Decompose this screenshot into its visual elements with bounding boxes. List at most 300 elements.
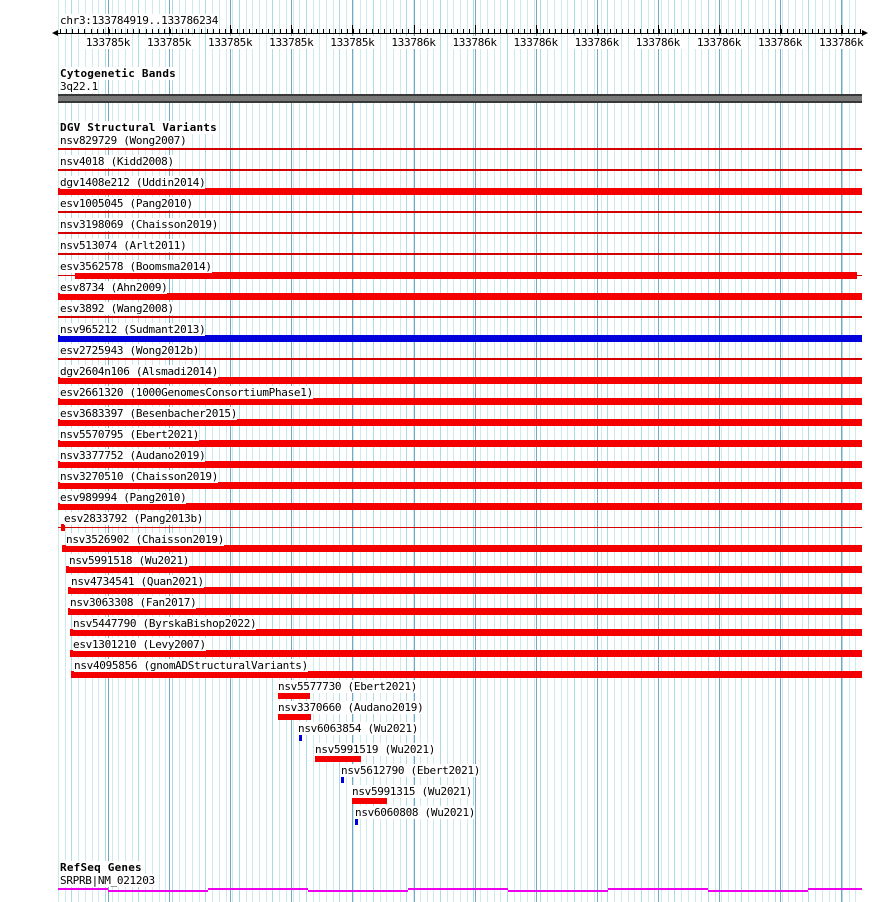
variant-label[interactable]: esv2725943 (Wong2012b) bbox=[60, 344, 200, 357]
grid-line-light bbox=[252, 0, 253, 902]
ruler-minor-tick bbox=[720, 29, 721, 34]
gene-model-segment[interactable] bbox=[508, 890, 608, 892]
ruler-minor-tick bbox=[555, 29, 556, 34]
ruler-minor-tick bbox=[133, 29, 134, 34]
grid-line-light bbox=[212, 0, 213, 902]
ruler-minor-tick bbox=[592, 29, 593, 34]
ruler-minor-tick bbox=[396, 29, 397, 34]
variant-label[interactable]: esv989994 (Pang2010) bbox=[60, 491, 187, 504]
grid-line-light bbox=[319, 0, 320, 902]
ruler-minor-tick bbox=[298, 29, 299, 34]
ruler-minor-tick bbox=[84, 29, 85, 34]
ruler-minor-tick bbox=[610, 29, 611, 34]
grid-line-light bbox=[527, 0, 528, 902]
ruler-minor-tick bbox=[127, 29, 128, 34]
grid-line-light bbox=[226, 0, 227, 902]
grid-line-light bbox=[480, 0, 481, 902]
variant-label[interactable]: nsv5570795 (Ebert2021) bbox=[60, 428, 200, 441]
ruler-tick-label: 133785k bbox=[269, 36, 314, 49]
ruler-minor-tick bbox=[445, 29, 446, 34]
ruler-minor-tick bbox=[482, 29, 483, 34]
ruler-minor-tick bbox=[207, 29, 208, 34]
variant-label[interactable]: nsv3063308 (Fan2017) bbox=[70, 596, 197, 609]
gene-model-segment[interactable] bbox=[108, 890, 208, 892]
variant-label[interactable]: nsv5991519 (Wu2021) bbox=[315, 743, 436, 756]
ruler-minor-tick bbox=[683, 29, 684, 34]
grid-line-light bbox=[708, 0, 709, 902]
ruler-minor-tick bbox=[836, 29, 837, 34]
grid-line-light bbox=[668, 0, 669, 902]
grid-line-light bbox=[286, 0, 287, 902]
ruler-minor-tick bbox=[402, 29, 403, 34]
ruler-minor-tick bbox=[647, 29, 648, 34]
grid-line-light bbox=[272, 0, 273, 902]
grid-line-dark bbox=[291, 0, 292, 902]
ruler-minor-tick bbox=[335, 29, 336, 34]
grid-line-light bbox=[554, 0, 555, 902]
ruler-minor-tick bbox=[292, 29, 293, 34]
grid-line-light bbox=[299, 0, 300, 902]
grid-line-light bbox=[768, 0, 769, 902]
ruler-minor-tick bbox=[439, 29, 440, 34]
ruler-tick-label: 133785k bbox=[85, 36, 131, 49]
ruler-minor-tick bbox=[164, 29, 165, 34]
grid-line-light bbox=[239, 0, 240, 902]
ruler-minor-tick bbox=[463, 29, 464, 34]
grid-line-light bbox=[802, 0, 803, 902]
ruler-major-tick bbox=[841, 25, 842, 34]
ruler-baseline bbox=[58, 33, 862, 34]
ruler-minor-tick bbox=[237, 29, 238, 34]
grid-line-light bbox=[587, 0, 588, 902]
gene-model-segment[interactable] bbox=[408, 888, 508, 890]
grid-line-light bbox=[594, 0, 595, 902]
grid-line-light bbox=[547, 0, 548, 902]
variant-label[interactable]: esv3892 (Wang2008) bbox=[60, 302, 174, 315]
ruler-minor-tick bbox=[622, 29, 623, 34]
grid-line-light bbox=[788, 0, 789, 902]
ruler-minor-tick bbox=[518, 29, 519, 34]
grid-line-light bbox=[674, 0, 675, 902]
ruler-minor-tick bbox=[121, 29, 122, 34]
ruler-minor-tick bbox=[506, 29, 507, 34]
ruler-minor-tick bbox=[256, 29, 257, 34]
ruler-minor-tick bbox=[860, 29, 861, 34]
grid-line-light bbox=[822, 0, 823, 902]
grid-line-light bbox=[661, 0, 662, 902]
grid-line-light bbox=[741, 0, 742, 902]
ruler-minor-tick bbox=[408, 29, 409, 34]
ruler-major-tick bbox=[780, 25, 781, 34]
ruler-minor-tick bbox=[170, 29, 171, 34]
grid-line-light bbox=[775, 0, 776, 902]
variant-label[interactable]: nsv3526902 (Chaisson2019) bbox=[66, 533, 225, 546]
grid-line-light bbox=[266, 0, 267, 902]
ruler-minor-tick bbox=[708, 29, 709, 34]
ruler-minor-tick bbox=[537, 29, 538, 34]
ruler-tick-label: 133786k bbox=[696, 36, 742, 49]
ruler-minor-tick bbox=[274, 29, 275, 34]
ruler-minor-tick bbox=[585, 29, 586, 34]
ruler-major-tick bbox=[230, 25, 231, 34]
variant-label[interactable]: nsv3377752 (Audano2019) bbox=[60, 449, 206, 462]
grid-line-light bbox=[293, 0, 294, 902]
cytoband-label: 3q22.1 bbox=[60, 80, 98, 93]
grid-line-light bbox=[815, 0, 816, 902]
ruler-minor-tick bbox=[738, 29, 739, 34]
grid-line-light bbox=[487, 0, 488, 902]
grid-line-light bbox=[721, 0, 722, 902]
grid-line-light bbox=[835, 0, 836, 902]
ruler-minor-tick bbox=[469, 29, 470, 34]
ruler-minor-tick bbox=[848, 29, 849, 34]
ruler-minor-tick bbox=[805, 29, 806, 34]
variant-label[interactable]: esv3683397 (Besenbacher2015) bbox=[60, 407, 238, 420]
ruler-arrow-left-icon bbox=[52, 30, 58, 36]
grid-line-light bbox=[755, 0, 756, 902]
grid-line-light bbox=[762, 0, 763, 902]
grid-line-light bbox=[581, 0, 582, 902]
grid-line-dark bbox=[841, 0, 842, 902]
ruler-minor-tick bbox=[561, 29, 562, 34]
grid-line-dark bbox=[780, 0, 781, 902]
grid-line-light bbox=[500, 0, 501, 902]
grid-line-light bbox=[748, 0, 749, 902]
grid-line-light bbox=[688, 0, 689, 902]
grid-line-dark bbox=[719, 0, 720, 902]
grid-line-light bbox=[808, 0, 809, 902]
gene-model-segment[interactable] bbox=[808, 888, 862, 890]
ruler-major-tick bbox=[291, 25, 292, 34]
ruler-minor-tick bbox=[378, 29, 379, 34]
ruler-minor-tick bbox=[775, 29, 776, 34]
ruler-minor-tick bbox=[366, 29, 367, 34]
variant-label[interactable]: esv1005045 (Pang2010) bbox=[60, 197, 193, 210]
ruler-minor-tick bbox=[329, 29, 330, 34]
variant-label[interactable]: nsv6060808 (Wu2021) bbox=[355, 806, 476, 819]
ruler-minor-tick bbox=[219, 29, 220, 34]
ruler-minor-tick bbox=[139, 29, 140, 34]
grid-line-light bbox=[715, 0, 716, 902]
ruler-minor-tick bbox=[146, 29, 147, 34]
grid-line-light bbox=[695, 0, 696, 902]
ruler-minor-tick bbox=[158, 29, 159, 34]
ruler-major-tick bbox=[658, 25, 659, 34]
grid-line-dark bbox=[597, 0, 598, 902]
ruler-minor-tick bbox=[213, 29, 214, 34]
refseq-genes-header: RefSeq Genes bbox=[60, 861, 142, 874]
ruler-minor-tick bbox=[286, 29, 287, 34]
variant-label[interactable]: nsv965212 (Sudmant2013) bbox=[60, 323, 206, 336]
ruler-major-tick bbox=[414, 25, 415, 34]
grid-line-light bbox=[855, 0, 856, 902]
grid-line-light bbox=[648, 0, 649, 902]
cytogenetic-bands-header: Cytogenetic Bands bbox=[60, 67, 176, 80]
grid-line-light bbox=[514, 0, 515, 902]
grid-line-light bbox=[333, 0, 334, 902]
variant-label[interactable]: nsv3198069 (Chaisson2019) bbox=[60, 218, 219, 231]
grid-line-light bbox=[326, 0, 327, 902]
variant-label[interactable]: nsv3370660 (Audano2019) bbox=[278, 701, 424, 714]
ruler-minor-tick bbox=[457, 29, 458, 34]
ruler-minor-tick bbox=[549, 29, 550, 34]
ruler-major-tick bbox=[719, 25, 720, 34]
ruler-minor-tick bbox=[769, 29, 770, 34]
grid-line-light bbox=[219, 0, 220, 902]
grid-line-light bbox=[246, 0, 247, 902]
ruler-minor-tick bbox=[78, 29, 79, 34]
ruler-minor-tick bbox=[714, 29, 715, 34]
variant-label[interactable]: nsv5991518 (Wu2021) bbox=[69, 554, 190, 567]
ruler-minor-tick bbox=[420, 29, 421, 34]
ruler-minor-tick bbox=[109, 29, 110, 34]
ruler-minor-tick bbox=[201, 29, 202, 34]
ruler-minor-tick bbox=[317, 29, 318, 34]
ruler-minor-tick bbox=[604, 29, 605, 34]
grid-line-dark bbox=[658, 0, 659, 902]
variant-label[interactable]: nsv4018 (Kidd2008) bbox=[60, 155, 174, 168]
ruler-minor-tick bbox=[579, 29, 580, 34]
variant-label[interactable]: nsv6063854 (Wu2021) bbox=[298, 722, 419, 735]
ruler-minor-tick bbox=[793, 29, 794, 34]
grid-line-light bbox=[782, 0, 783, 902]
ruler-minor-tick bbox=[494, 29, 495, 34]
grid-line-light bbox=[621, 0, 622, 902]
variant-span-line[interactable] bbox=[58, 527, 862, 529]
gene-model-segment[interactable] bbox=[58, 888, 108, 890]
variant-label[interactable]: nsv4734541 (Quan2021) bbox=[71, 575, 204, 588]
ruler-minor-tick bbox=[750, 29, 751, 34]
ruler-minor-tick bbox=[231, 29, 232, 34]
variant-label[interactable]: nsv829729 (Wong2007) bbox=[60, 134, 187, 147]
variant-bar[interactable] bbox=[58, 169, 862, 171]
ruler-minor-tick bbox=[433, 29, 434, 34]
grid-line-light bbox=[681, 0, 682, 902]
ruler-minor-tick bbox=[475, 29, 476, 34]
ruler-major-tick bbox=[352, 25, 353, 34]
gene-model-segment[interactable] bbox=[308, 890, 408, 892]
grid-line-light bbox=[494, 0, 495, 902]
cytoband-bar bbox=[58, 94, 862, 103]
variant-label[interactable]: nsv5447790 (ByrskaBishop2022) bbox=[73, 617, 257, 630]
ruler-minor-tick bbox=[634, 29, 635, 34]
ruler-minor-tick bbox=[677, 29, 678, 34]
variant-label[interactable]: nsv5577730 (Ebert2021) bbox=[278, 680, 418, 693]
variant-bar[interactable] bbox=[58, 211, 862, 213]
ruler-minor-tick bbox=[66, 29, 67, 34]
ruler-minor-tick bbox=[97, 29, 98, 34]
ruler-minor-tick bbox=[695, 29, 696, 34]
region-title: chr3:133784919..133786234 bbox=[60, 14, 219, 27]
ruler-minor-tick bbox=[115, 29, 116, 34]
variant-label[interactable]: nsv3270510 (Chaisson2019) bbox=[60, 470, 219, 483]
grid-line-light bbox=[728, 0, 729, 902]
ruler-minor-tick bbox=[616, 29, 617, 34]
grid-line-light bbox=[520, 0, 521, 902]
grid-line-light bbox=[735, 0, 736, 902]
ruler-minor-tick bbox=[268, 29, 269, 34]
variant-label[interactable]: dgv2604n106 (Alsmadi2014) bbox=[60, 365, 219, 378]
variant-bar[interactable] bbox=[58, 358, 862, 360]
variant-bar[interactable] bbox=[58, 253, 862, 255]
grid-line-light bbox=[205, 0, 206, 902]
ruler-minor-tick bbox=[91, 29, 92, 34]
variant-label[interactable]: nsv513074 (Arlt2011) bbox=[60, 239, 187, 252]
grid-line-light bbox=[540, 0, 541, 902]
variant-label[interactable]: nsv5612790 (Ebert2021) bbox=[341, 764, 481, 777]
ruler-minor-tick bbox=[176, 29, 177, 34]
ruler-minor-tick bbox=[830, 29, 831, 34]
ruler-minor-tick bbox=[818, 29, 819, 34]
ruler-tick-label: 133786k bbox=[452, 36, 497, 49]
ruler-minor-tick bbox=[488, 29, 489, 34]
ruler-minor-tick bbox=[188, 29, 189, 34]
grid-line-light bbox=[701, 0, 702, 902]
ruler-minor-tick bbox=[659, 29, 660, 34]
variant-label[interactable]: dgv1408e212 (Uddin2014) bbox=[60, 176, 206, 189]
ruler-tick-label: 133786k bbox=[574, 36, 619, 49]
variant-label[interactable]: esv1301210 (Levy2007) bbox=[73, 638, 206, 651]
ruler-minor-tick bbox=[323, 29, 324, 34]
variant-bar[interactable] bbox=[58, 232, 862, 234]
variant-label[interactable]: esv2661320 (1000GenomesConsortiumPhase1) bbox=[60, 386, 313, 399]
ruler-minor-tick bbox=[787, 29, 788, 34]
grid-line-light bbox=[654, 0, 655, 902]
ruler-minor-tick bbox=[812, 29, 813, 34]
ruler-minor-tick bbox=[414, 29, 415, 34]
grid-line-light bbox=[829, 0, 830, 902]
variant-label[interactable]: esv8734 (Ahn2009) bbox=[60, 281, 168, 294]
ruler-minor-tick bbox=[757, 29, 758, 34]
ruler-tick-label: 133786k bbox=[635, 36, 681, 49]
grid-line-light bbox=[641, 0, 642, 902]
ruler-minor-tick bbox=[353, 29, 354, 34]
variant-label[interactable]: esv3562578 (Boomsma2014) bbox=[60, 260, 212, 273]
refseq-gene-label[interactable]: SRPRB|NM_021203 bbox=[60, 874, 155, 887]
ruler-minor-tick bbox=[854, 29, 855, 34]
ruler-minor-tick bbox=[103, 29, 104, 34]
grid-line-light bbox=[849, 0, 850, 902]
grid-line-light bbox=[614, 0, 615, 902]
grid-line-light bbox=[601, 0, 602, 902]
ruler-minor-tick bbox=[427, 29, 428, 34]
grid-line-light bbox=[306, 0, 307, 902]
ruler-tick-label: 133786k bbox=[757, 36, 803, 49]
ruler-minor-tick bbox=[347, 29, 348, 34]
ruler-minor-tick bbox=[628, 29, 629, 34]
grid-line-light bbox=[561, 0, 562, 902]
ruler-minor-tick bbox=[384, 29, 385, 34]
ruler-minor-tick bbox=[653, 29, 654, 34]
ruler-minor-tick bbox=[530, 29, 531, 34]
grid-line-dark bbox=[230, 0, 231, 902]
ruler-minor-tick bbox=[598, 29, 599, 34]
grid-line-dark bbox=[536, 0, 537, 902]
ruler-minor-tick bbox=[262, 29, 263, 34]
ruler-major-tick bbox=[536, 25, 537, 34]
ruler-minor-tick bbox=[194, 29, 195, 34]
variant-label[interactable]: nsv5991315 (Wu2021) bbox=[352, 785, 473, 798]
ruler-minor-tick bbox=[842, 29, 843, 34]
gene-model-segment[interactable] bbox=[608, 888, 708, 890]
ruler-minor-tick bbox=[225, 29, 226, 34]
ruler-minor-tick bbox=[702, 29, 703, 34]
variant-bar[interactable] bbox=[58, 148, 862, 150]
ruler-tick-label: 133786k bbox=[391, 36, 436, 49]
ruler-minor-tick bbox=[372, 29, 373, 34]
ruler-minor-tick bbox=[243, 29, 244, 34]
grid-line-light bbox=[232, 0, 233, 902]
ruler-minor-tick bbox=[744, 29, 745, 34]
ruler-minor-tick bbox=[390, 29, 391, 34]
grid-line-light bbox=[279, 0, 280, 902]
gene-model-segment[interactable] bbox=[708, 890, 808, 892]
grid-line-light bbox=[607, 0, 608, 902]
ruler-minor-tick bbox=[182, 29, 183, 34]
variant-label[interactable]: esv2833792 (Pang2013b) bbox=[64, 512, 204, 525]
grid-line-light bbox=[574, 0, 575, 902]
ruler-minor-tick bbox=[524, 29, 525, 34]
ruler-minor-tick bbox=[573, 29, 574, 34]
ruler-minor-tick bbox=[665, 29, 666, 34]
grid-line-light bbox=[58, 0, 59, 902]
ruler-minor-tick bbox=[304, 29, 305, 34]
ruler-tick-label: 133786k bbox=[819, 36, 864, 49]
ruler-minor-tick bbox=[311, 29, 312, 34]
dgv-structural-variants-header: DGV Structural Variants bbox=[60, 121, 217, 134]
ruler-minor-tick bbox=[500, 29, 501, 34]
ruler-minor-tick bbox=[732, 29, 733, 34]
ruler-tick-label: 133786k bbox=[513, 36, 558, 49]
grid-line-light bbox=[795, 0, 796, 902]
ruler-minor-tick bbox=[799, 29, 800, 34]
ruler-minor-tick bbox=[341, 29, 342, 34]
ruler-minor-tick bbox=[763, 29, 764, 34]
ruler-minor-tick bbox=[689, 29, 690, 34]
grid-line-light bbox=[534, 0, 535, 902]
ruler-minor-tick bbox=[359, 29, 360, 34]
ruler-tick-label: 133785k bbox=[330, 36, 375, 49]
ruler-minor-tick bbox=[451, 29, 452, 34]
grid-line-light bbox=[313, 0, 314, 902]
ruler-minor-tick bbox=[72, 29, 73, 34]
ruler-major-tick bbox=[475, 25, 476, 34]
variant-label[interactable]: nsv4095856 (gnomADStructuralVariants) bbox=[74, 659, 308, 672]
ruler-minor-tick bbox=[781, 29, 782, 34]
ruler-tick-label: 133785k bbox=[208, 36, 253, 49]
ruler-minor-tick bbox=[60, 29, 61, 34]
variant-bar[interactable] bbox=[58, 316, 862, 318]
ruler-minor-tick bbox=[152, 29, 153, 34]
ruler-minor-tick bbox=[671, 29, 672, 34]
variant-bar[interactable] bbox=[61, 524, 65, 531]
grid-line-light bbox=[628, 0, 629, 902]
grid-line-light bbox=[567, 0, 568, 902]
grid-line-light bbox=[259, 0, 260, 902]
ruler-minor-tick bbox=[512, 29, 513, 34]
ruler-minor-tick bbox=[567, 29, 568, 34]
grid-line-light bbox=[634, 0, 635, 902]
ruler-major-tick bbox=[597, 25, 598, 34]
ruler-minor-tick bbox=[640, 29, 641, 34]
gene-model-segment[interactable] bbox=[208, 888, 308, 890]
variant-bar[interactable] bbox=[58, 293, 862, 300]
grid-line-light bbox=[507, 0, 508, 902]
ruler-minor-tick bbox=[726, 29, 727, 34]
ruler-minor-tick bbox=[824, 29, 825, 34]
ruler-minor-tick bbox=[280, 29, 281, 34]
ruler-minor-tick bbox=[543, 29, 544, 34]
